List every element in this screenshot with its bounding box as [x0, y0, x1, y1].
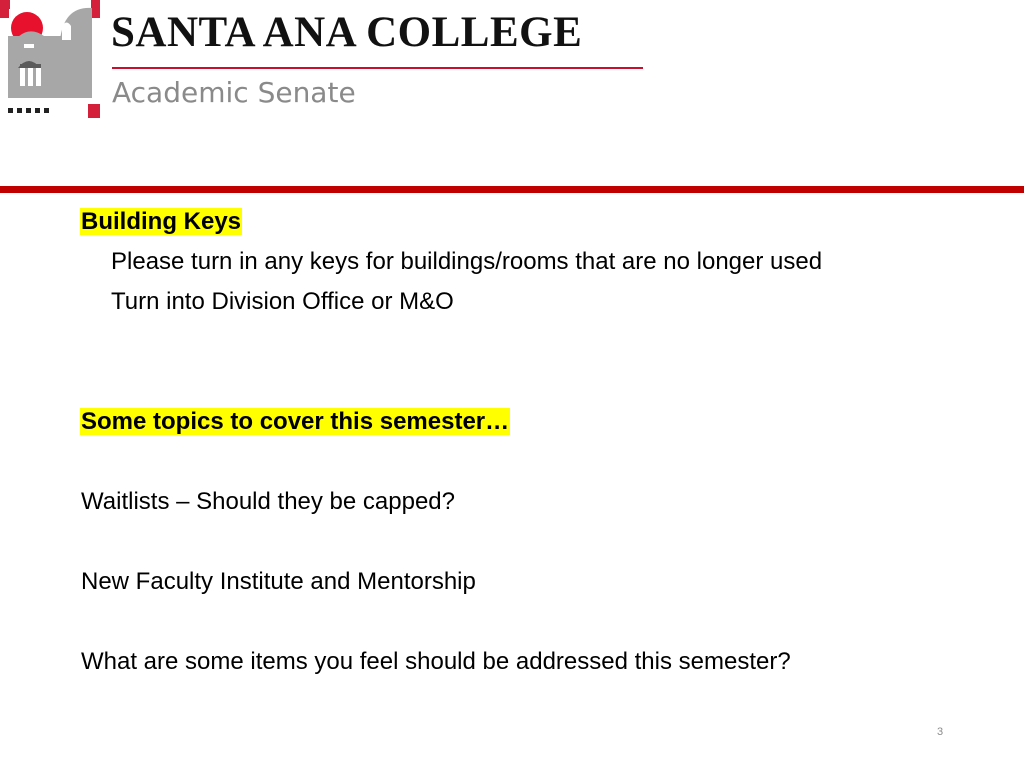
header-divider: [112, 67, 643, 69]
mission-building-logo-icon: [0, 0, 104, 120]
keys-point-1: Please turn in any keys for buildings/rooms that are no longer used: [111, 248, 823, 275]
building-keys-heading-text: Building Keys: [81, 208, 242, 235]
topic-new-faculty: New Faculty Institute and Mentorship: [81, 568, 476, 595]
page-number: 3: [936, 726, 944, 738]
topics-heading: [80, 404, 510, 440]
topic-waitlists: Waitlists – Should they be capped?: [81, 488, 456, 515]
topic-open-question: What are some items you feel should be addressed this semester?: [81, 648, 791, 675]
title-divider-bar: [0, 186, 1024, 193]
building-keys-heading: [80, 204, 242, 240]
topics-heading-text: Some topics to cover this semester…: [81, 408, 510, 435]
keys-point-2: Turn into Division Office or M&O: [111, 288, 454, 315]
college-name: SANTA ANA COLLEGE: [111, 9, 583, 56]
senate-name: Academic Senate: [112, 76, 356, 109]
